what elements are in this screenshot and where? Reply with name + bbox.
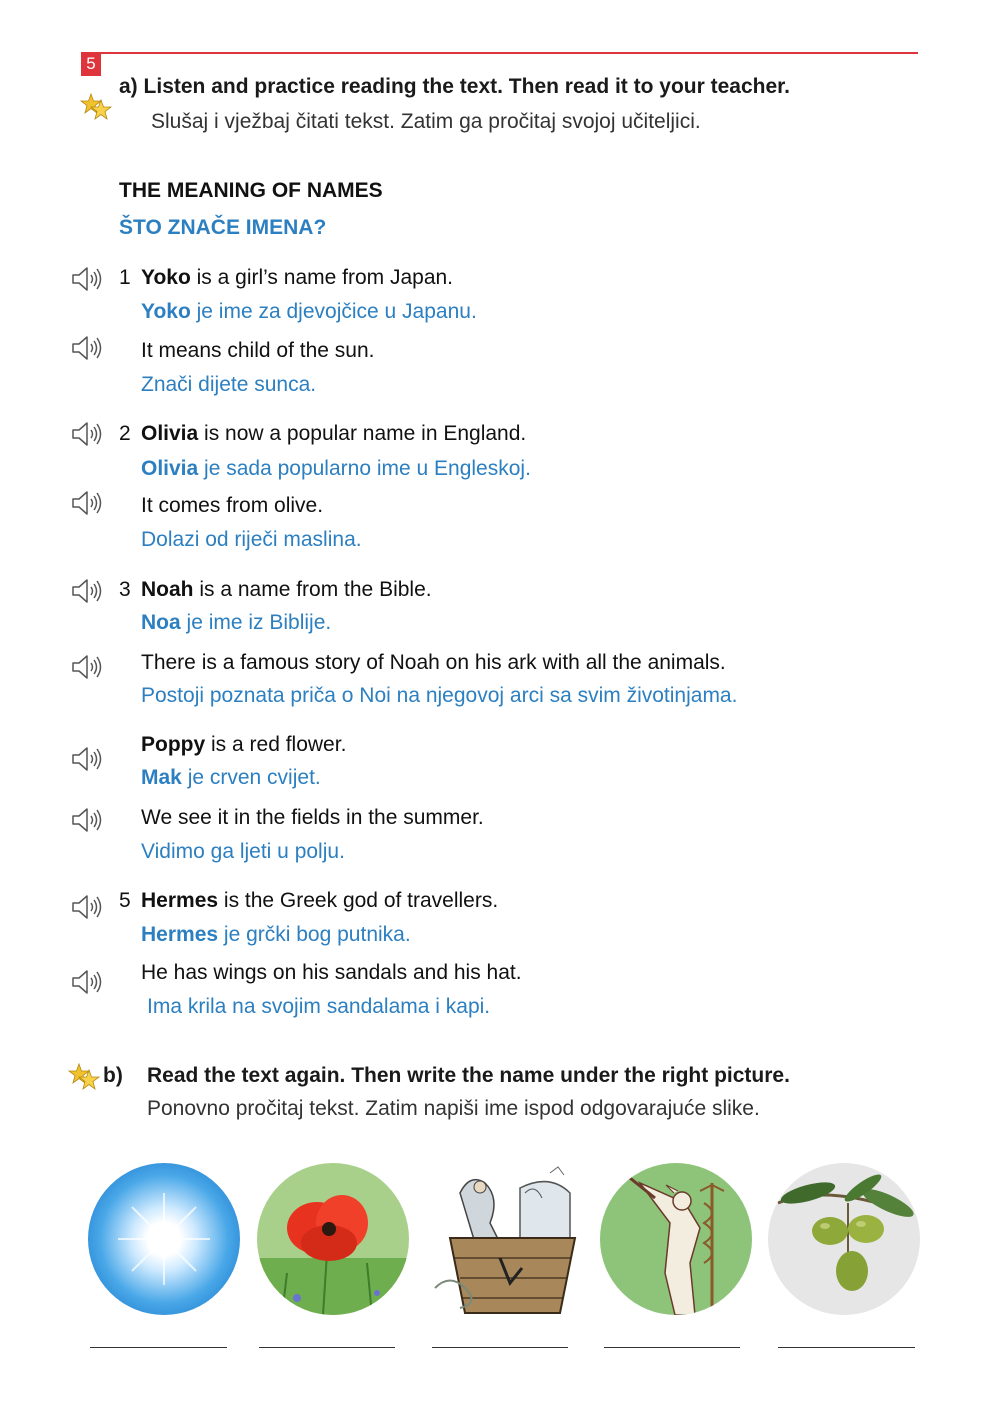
speaker-icon[interactable] <box>70 653 104 681</box>
item-number: 2 <box>119 422 131 445</box>
part-a-instruction-en <box>119 75 790 99</box>
speaker-icon[interactable] <box>70 806 104 834</box>
answer-line[interactable] <box>604 1347 740 1348</box>
sentence-hr: Ima krila na svojim sandalama i kapi. <box>147 995 491 1018</box>
sentence-en <box>141 733 346 757</box>
sentence-rest: is the Greek god of travellers. <box>218 889 499 912</box>
part-a-instruction-text: Listen and practice reading the text. Then read it to your teacher. <box>143 75 791 98</box>
item-number: 5 <box>119 889 131 912</box>
olive-picture <box>768 1163 920 1315</box>
sentence-rest-hr: je grčki bog putnika. <box>218 923 411 946</box>
stars-icon <box>68 1062 100 1092</box>
part-a-label: a) <box>119 75 138 98</box>
hermes-picture <box>600 1163 752 1315</box>
name-bold: Olivia <box>141 422 199 445</box>
poppy-picture <box>257 1163 409 1315</box>
text-title-hr: ŠTO ZNAČE IMENA? <box>119 216 327 239</box>
speaker-icon[interactable] <box>70 420 104 448</box>
speaker-icon[interactable] <box>70 334 104 362</box>
name-bold-hr: Hermes <box>141 923 219 946</box>
sentence-hr: Dolazi od riječi maslina. <box>141 528 362 551</box>
sentence-en: He has wings on his sandals and his hat. <box>141 961 522 984</box>
sentence-rest: is now a popular name in England. <box>198 422 527 445</box>
sentence-hr <box>141 766 321 790</box>
item-number: 1 <box>119 266 131 289</box>
speaker-icon[interactable] <box>70 745 104 773</box>
part-b-instruction-hr: Ponovno pročitaj tekst. Zatim napiši ime ispod odgovarajuće slike. <box>147 1097 760 1120</box>
speaker-icon[interactable] <box>70 893 104 921</box>
name-bold-hr: Noa <box>141 611 181 634</box>
speaker-icon[interactable] <box>70 265 104 293</box>
name-bold: Noah <box>141 578 194 601</box>
noah-ark-picture <box>430 1163 582 1315</box>
sentence-en <box>141 578 432 602</box>
text-title-en: THE MEANING OF NAMES <box>119 179 383 202</box>
name-bold-hr: Olivia <box>141 457 199 480</box>
name-bold: Poppy <box>141 733 206 756</box>
answer-line[interactable] <box>432 1347 568 1348</box>
answer-line[interactable] <box>778 1347 915 1348</box>
speaker-icon[interactable] <box>70 489 104 517</box>
sentence-en <box>141 266 453 290</box>
sentence-rest-hr: je ime za djevojčice u Japanu. <box>190 300 477 323</box>
stars-icon <box>80 92 112 122</box>
name-bold: Hermes <box>141 889 219 912</box>
name-bold-hr: Yoko <box>141 300 191 323</box>
sentence-hr <box>141 300 477 324</box>
sentence-hr <box>141 611 331 635</box>
sentence-en: There is a famous story of Noah on his ark with all the animals. <box>141 651 726 674</box>
exercise-number-badge: 5 <box>81 52 101 76</box>
speaker-icon[interactable] <box>70 577 104 605</box>
sentence-rest: is a girl’s name from Japan. <box>190 266 454 289</box>
sentence-rest: is a name from the Bible. <box>193 578 432 601</box>
sentence-rest: is a red flower. <box>205 733 347 756</box>
sentence-rest-hr: je sada popularno ime u Engleskoj. <box>198 457 531 480</box>
name-bold-hr: Mak <box>141 766 182 789</box>
sentence-hr: Vidimo ga ljeti u polju. <box>141 840 345 863</box>
sentence-rest-hr: je crven cvijet. <box>181 766 321 789</box>
sentence-hr: Znači dijete sunca. <box>141 373 317 396</box>
item-number: 3 <box>119 578 131 601</box>
sentence-en <box>141 889 498 913</box>
sentence-rest-hr: je ime iz Biblije. <box>180 611 332 634</box>
sentence-en: It comes from olive. <box>141 494 324 517</box>
name-bold: Yoko <box>141 266 191 289</box>
part-b-label: b) <box>103 1064 123 1087</box>
answer-line[interactable] <box>90 1347 227 1348</box>
sentence-hr <box>141 923 411 947</box>
sentence-hr: Postoji poznata priča o Noi na njegovoj arci sa svim životinjama. <box>141 684 738 707</box>
part-a-instruction-hr: Slušaj i vježbaj čitati tekst. Zatim ga pročitaj svojoj učiteljici. <box>151 110 701 133</box>
sun-picture <box>88 1163 240 1315</box>
part-b-instruction-en: Read the text again. Then write the name under the right picture. <box>147 1064 790 1087</box>
sentence-en: We see it in the fields in the summer. <box>141 806 484 829</box>
sentence-hr <box>141 457 531 481</box>
header-rule <box>100 52 918 54</box>
sentence-en <box>141 422 526 446</box>
speaker-icon[interactable] <box>70 968 104 996</box>
answer-line[interactable] <box>259 1347 395 1348</box>
sentence-en: It means child of the sun. <box>141 339 375 362</box>
